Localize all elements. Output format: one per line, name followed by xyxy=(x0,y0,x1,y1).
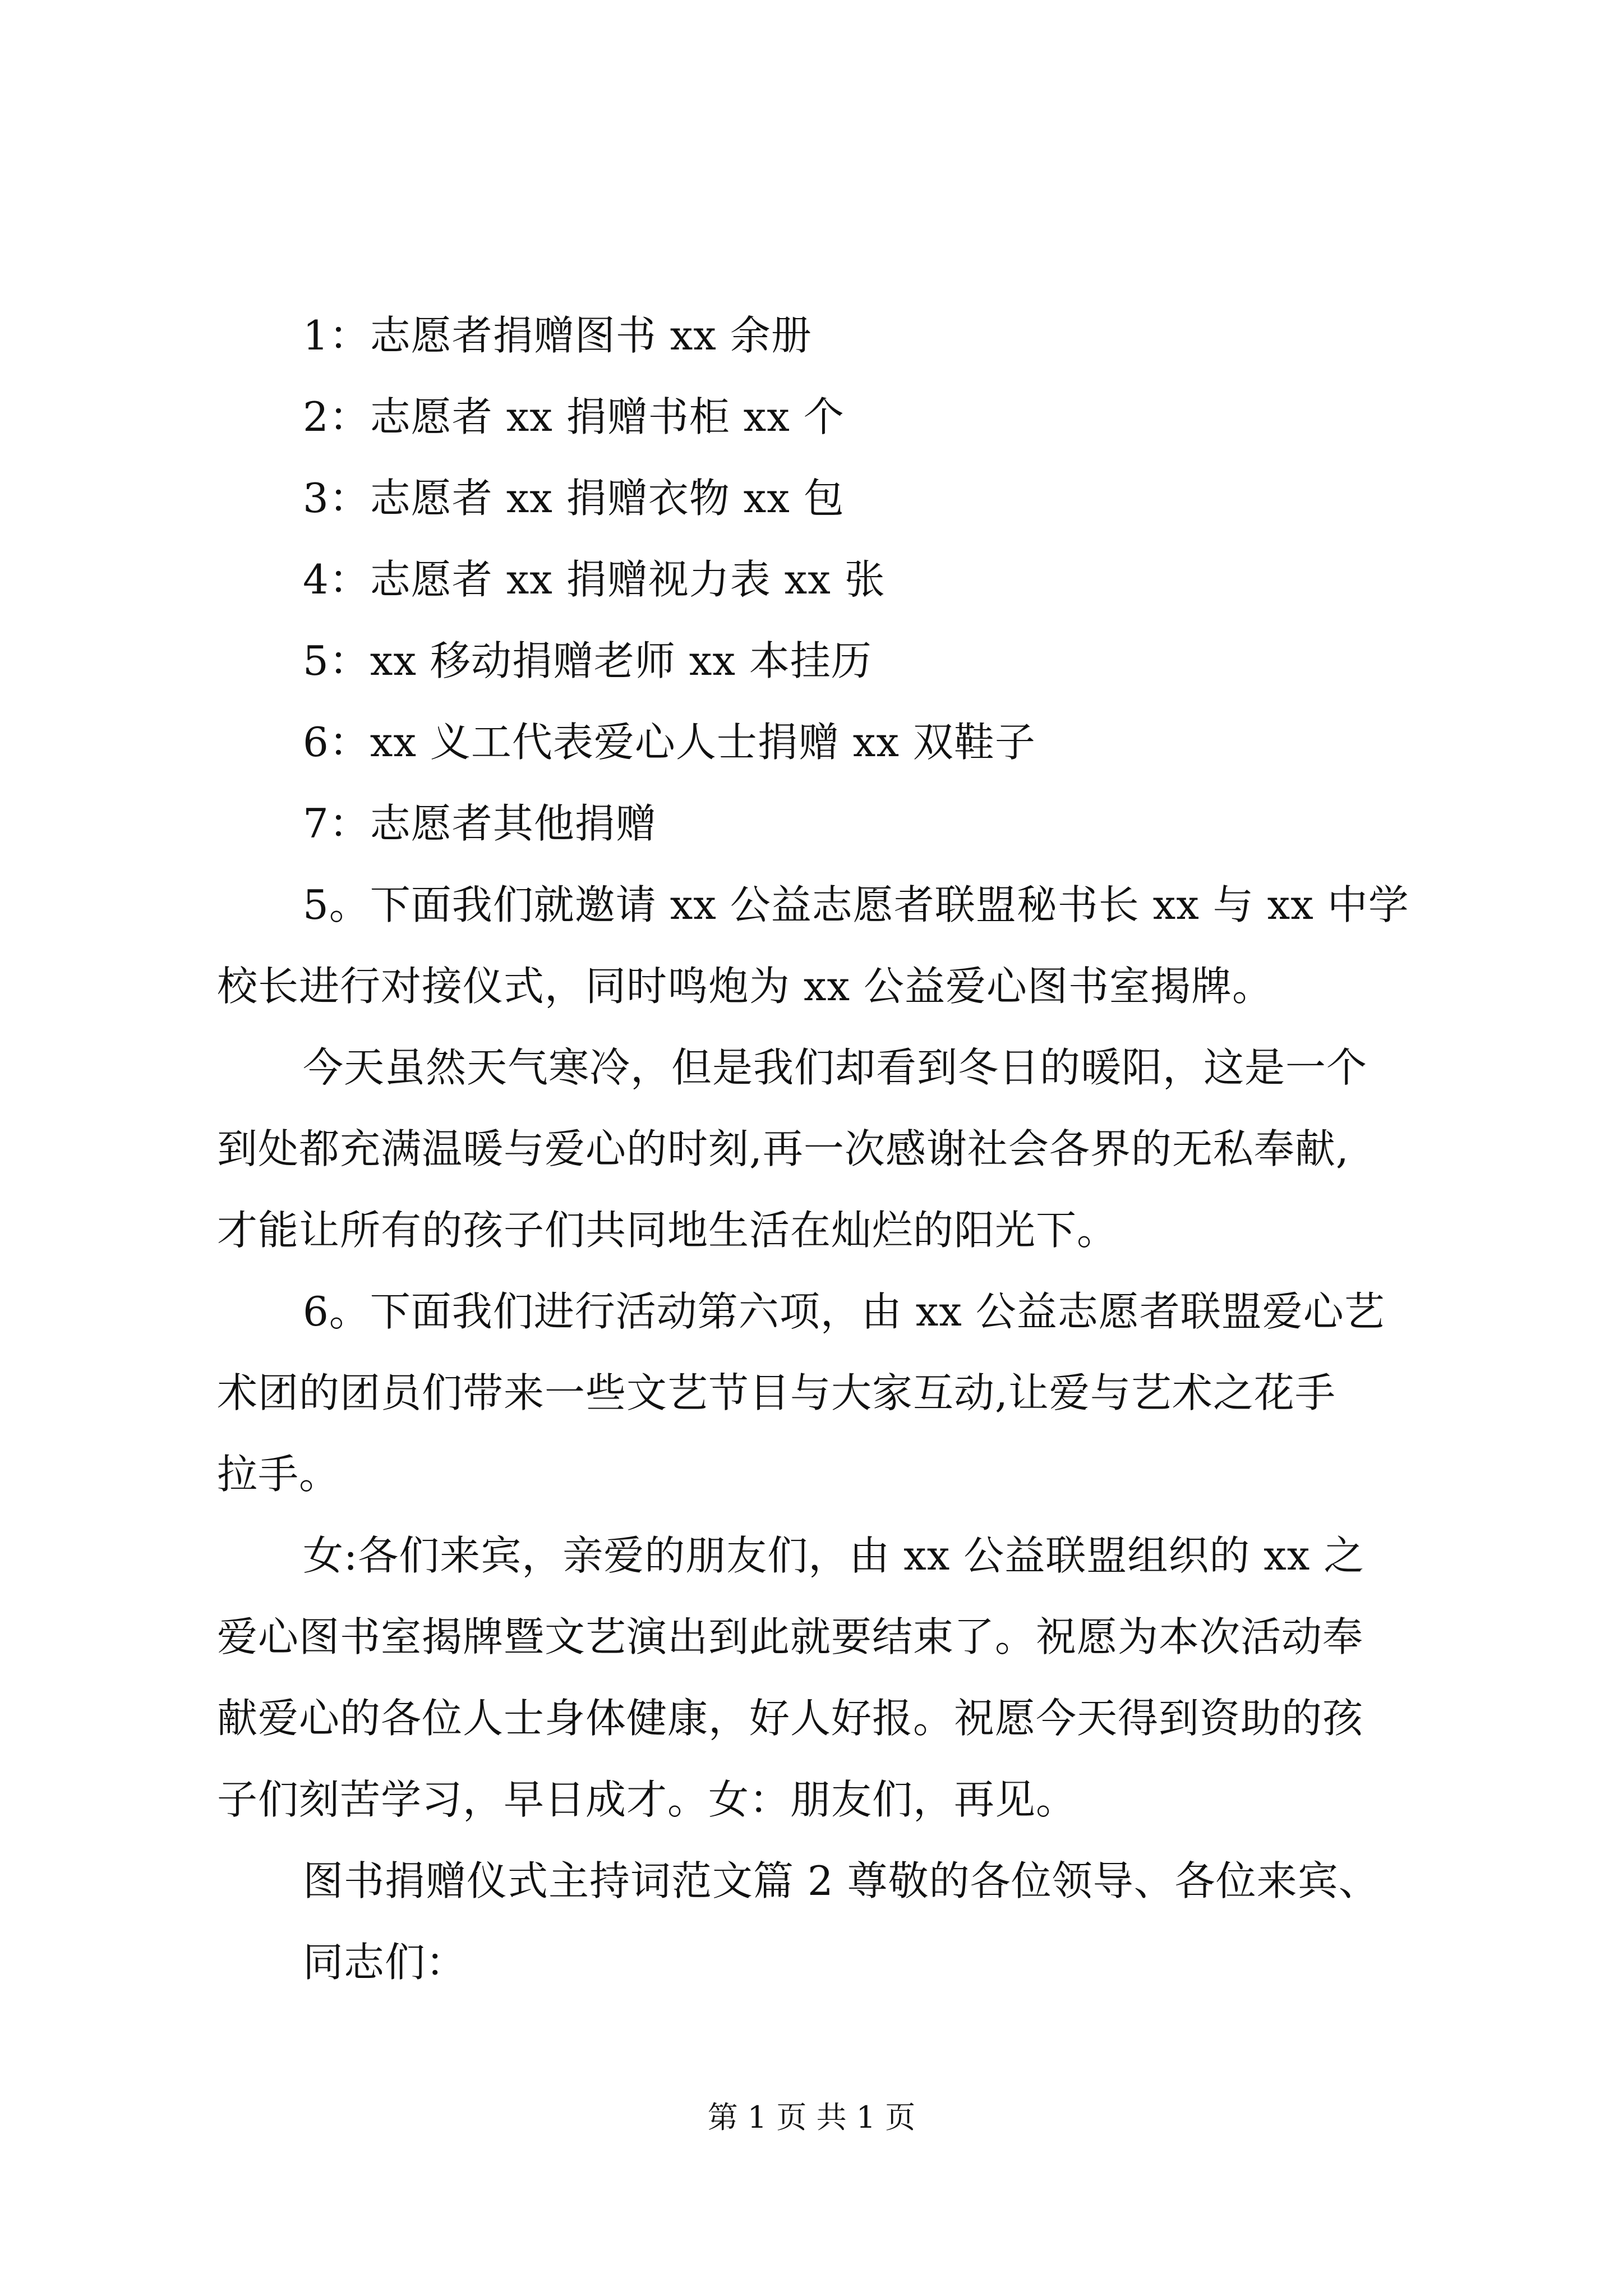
paragraph-performance-line-2: 术团的团员们带来一些文艺节目与大家互动,让爱与艺术之花手 xyxy=(217,1369,1336,1416)
donation-list-item-7: 7：志愿者其他捐赠 xyxy=(303,800,657,847)
paragraph-performance-line-3: 拉手。 xyxy=(217,1451,340,1498)
paragraph-closing-line-4: 子们刻苦学习，早日成才。女：朋友们，再见。 xyxy=(217,1776,1077,1823)
paragraph-closing-line-3: 献爱心的各位人士身体健康，好人好报。祝愿今天得到资助的孩 xyxy=(217,1695,1364,1742)
donation-list-item-1: 1：志愿者捐赠图书 xx 余册 xyxy=(303,312,812,359)
paragraph-handover-line-1: 5。下面我们就邀请 xx 公益志愿者联盟秘书长 xx 与 xx 中学 xyxy=(303,881,1409,928)
donation-list-item-5: 5：xx 移动捐赠老师 xx 本挂历 xyxy=(303,637,872,684)
page-footer: 第 1 页 共 1 页 xyxy=(707,2100,916,2135)
paragraph-sample2-line-1: 图书捐赠仪式主持词范文篇 2 尊敬的各位领导、各位来宾、 xyxy=(303,1857,1380,1904)
paragraph-closing-line-1: 女:各们来宾，亲爱的朋友们，由 xx 公益联盟组织的 xx 之 xyxy=(303,1532,1365,1579)
donation-list-item-6: 6：xx 义工代表爱心人士捐赠 xx 双鞋子 xyxy=(303,719,1036,766)
paragraph-thanks-line-1: 今天虽然天气寒冷，但是我们却看到冬日的暖阳，这是一个 xyxy=(303,1044,1368,1091)
paragraph-handover-line-2: 校长进行对接仪式，同时鸣炮为 xx 公益爱心图书室揭牌。 xyxy=(217,963,1273,1010)
paragraph-sample2-line-2: 同志们： xyxy=(303,1939,467,1986)
paragraph-thanks-line-2: 到处都充满温暖与爱心的时刻,再一次感谢社会各界的无私奉献, xyxy=(217,1125,1349,1172)
donation-list-item-3: 3：志愿者 xx 捐赠衣物 xx 包 xyxy=(303,475,845,522)
donation-list-item-2: 2：志愿者 xx 捐赠书柜 xx 个 xyxy=(303,393,845,440)
donation-list-item-4: 4：志愿者 xx 捐赠视力表 xx 张 xyxy=(303,556,886,603)
paragraph-closing-line-2: 爱心图书室揭牌暨文艺演出到此就要结束了。祝愿为本次活动奉 xyxy=(217,1613,1364,1660)
paragraph-performance-line-1: 6。下面我们进行活动第六项，由 xx 公益志愿者联盟爱心艺 xyxy=(303,1288,1385,1335)
paragraph-thanks-line-3: 才能让所有的孩子们共同地生活在灿烂的阳光下。 xyxy=(217,1207,1118,1254)
